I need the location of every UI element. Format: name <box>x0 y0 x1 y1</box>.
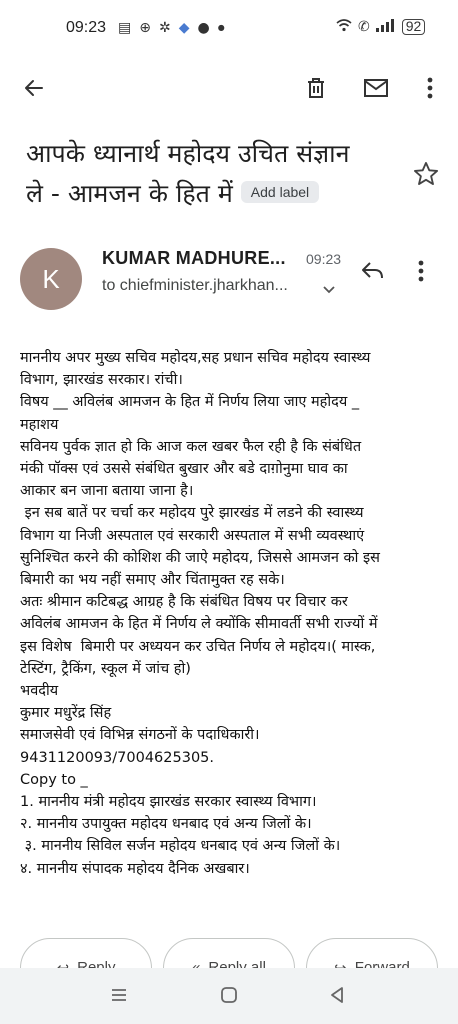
body-line: भवदीय <box>20 683 59 700</box>
system-nav-bar <box>0 968 458 1024</box>
reply-icon[interactable] <box>360 260 394 294</box>
status-time: 09:23 <box>66 19 107 36</box>
more-vert-icon[interactable] <box>412 70 448 106</box>
subject-line: ले - आमजन के हित में <box>26 179 233 208</box>
body-line: इन सब बातें पर चर्चा कर महोदय पुरे झारखंड में लडने की स्वास्थ्य <box>20 505 364 522</box>
star-icon[interactable] <box>412 160 444 192</box>
body-line: समाजसेवी एवं विभिन्न संगठनों के पदाधिकारी। <box>20 727 260 744</box>
body-line: मंकी पॉक्स एवं उससे संबंधित बुखार और बडे दाग़ोनुमा घाव का <box>20 461 348 478</box>
body-line: ३. माननीय सिविल सर्जन महोदय धनबाद एवं अन्य जिलों के। <box>20 838 341 855</box>
body-line: विभाग, झारखंड सरकार। रांची। <box>20 372 183 389</box>
notification-icon: ▤ <box>118 20 132 36</box>
sender-row <box>0 240 458 320</box>
body-line: कुमार मधुरेंद्र सिंह <box>20 705 112 722</box>
recipient-details[interactable]: to chiefminister.jharkhan... <box>102 277 288 294</box>
mail-icon[interactable] <box>358 70 394 106</box>
body-line: टेस्टिंग, ट्रैकिंग, स्कूल में जांच हो) <box>20 660 191 677</box>
subject-line-2-wrap <box>26 174 396 214</box>
wifi-icon <box>336 18 352 36</box>
body-line: आकार बन जाना बताया जाना है। <box>20 483 194 500</box>
body-line: बिमारी का भय नहीं समाए और चिंतामुक्त रह सके। <box>20 572 285 589</box>
body-line: महाशय <box>20 416 59 433</box>
body-line: अतः श्रीमान कटिबद्ध आग्रह है कि संबंधित विषय पर विचार कर <box>20 594 348 611</box>
menu-icon[interactable] <box>108 984 132 1008</box>
status-right-icons <box>336 18 425 36</box>
back-nav-icon[interactable] <box>326 984 350 1008</box>
home-icon[interactable] <box>218 984 242 1008</box>
status-left-icons <box>118 20 225 36</box>
body-line: Copy to _ <box>20 771 88 788</box>
body-line: 9431120093/7004625305. <box>20 749 215 766</box>
chevron-down-icon[interactable] <box>322 280 338 296</box>
app-icon: ◆ <box>178 20 190 36</box>
email-body <box>20 347 452 880</box>
body-line: इस विशेष बिमारी पर अध्ययन कर उचित निर्णय ले महोदय।( मास्क, <box>20 638 376 655</box>
add-label-chip[interactable]: Add label <box>241 181 319 203</box>
subject-line: आपके ध्यानार्थ महोदय उचित संज्ञान <box>26 139 350 168</box>
body-line: सविनय पुर्वक ज्ञात हो कि आज कल खबर फैल रही है कि संबंधित <box>20 438 362 455</box>
call-icon: ✆ <box>358 19 370 35</box>
delete-icon[interactable] <box>298 70 334 106</box>
sender-name: KUMAR MADHURE... <box>102 248 286 268</box>
body-line: विषय __ अविलंब आमजन के हित में निर्णय लिया जाए महोदय _ <box>20 394 360 411</box>
body-line: अविलंब आमजन के हित में निर्णय ले क्योंकि सीमावर्ती सभी राज्यों में <box>20 616 378 633</box>
status-bar <box>0 0 458 58</box>
body-line: सुनिश्चित करने की कोशिश की जाऐ महोदय, जिससे आमजन को इस <box>20 549 380 566</box>
body-line: माननीय अपर मुख्य सचिव महोदय,सह प्रधान सचिव महोदय स्वास्थ्य <box>20 350 371 366</box>
email-subject <box>26 134 396 214</box>
body-line: 1. माननीय मंत्री महोदय झारखंड सरकार स्वास्थ्य विभाग। <box>20 794 317 811</box>
dot-icon: ● <box>217 23 225 32</box>
body-line: २. माननीय उपायुक्त महोदय धनबाद एवं अन्य जिलों के। <box>20 816 312 833</box>
app-icon: ✲ <box>158 20 171 36</box>
body-line: विभाग या निजी अस्पताल एवं सरकारी अस्पताल में सभी व्यवस्थाएं <box>20 527 365 544</box>
avatar[interactable]: K <box>20 248 82 310</box>
app-icon: ⊕ <box>139 20 151 36</box>
more-vert-icon[interactable] <box>418 260 442 294</box>
email-time: 09:23 <box>306 251 342 267</box>
battery-icon: 92 <box>402 19 426 35</box>
back-arrow-icon[interactable] <box>16 70 52 106</box>
location-icon: ● <box>197 20 210 36</box>
signal-icon <box>376 18 396 36</box>
body-line: ४. माननीय संपादक महोदय दैनिक अखबार। <box>20 860 250 877</box>
email-toolbar <box>0 60 458 116</box>
